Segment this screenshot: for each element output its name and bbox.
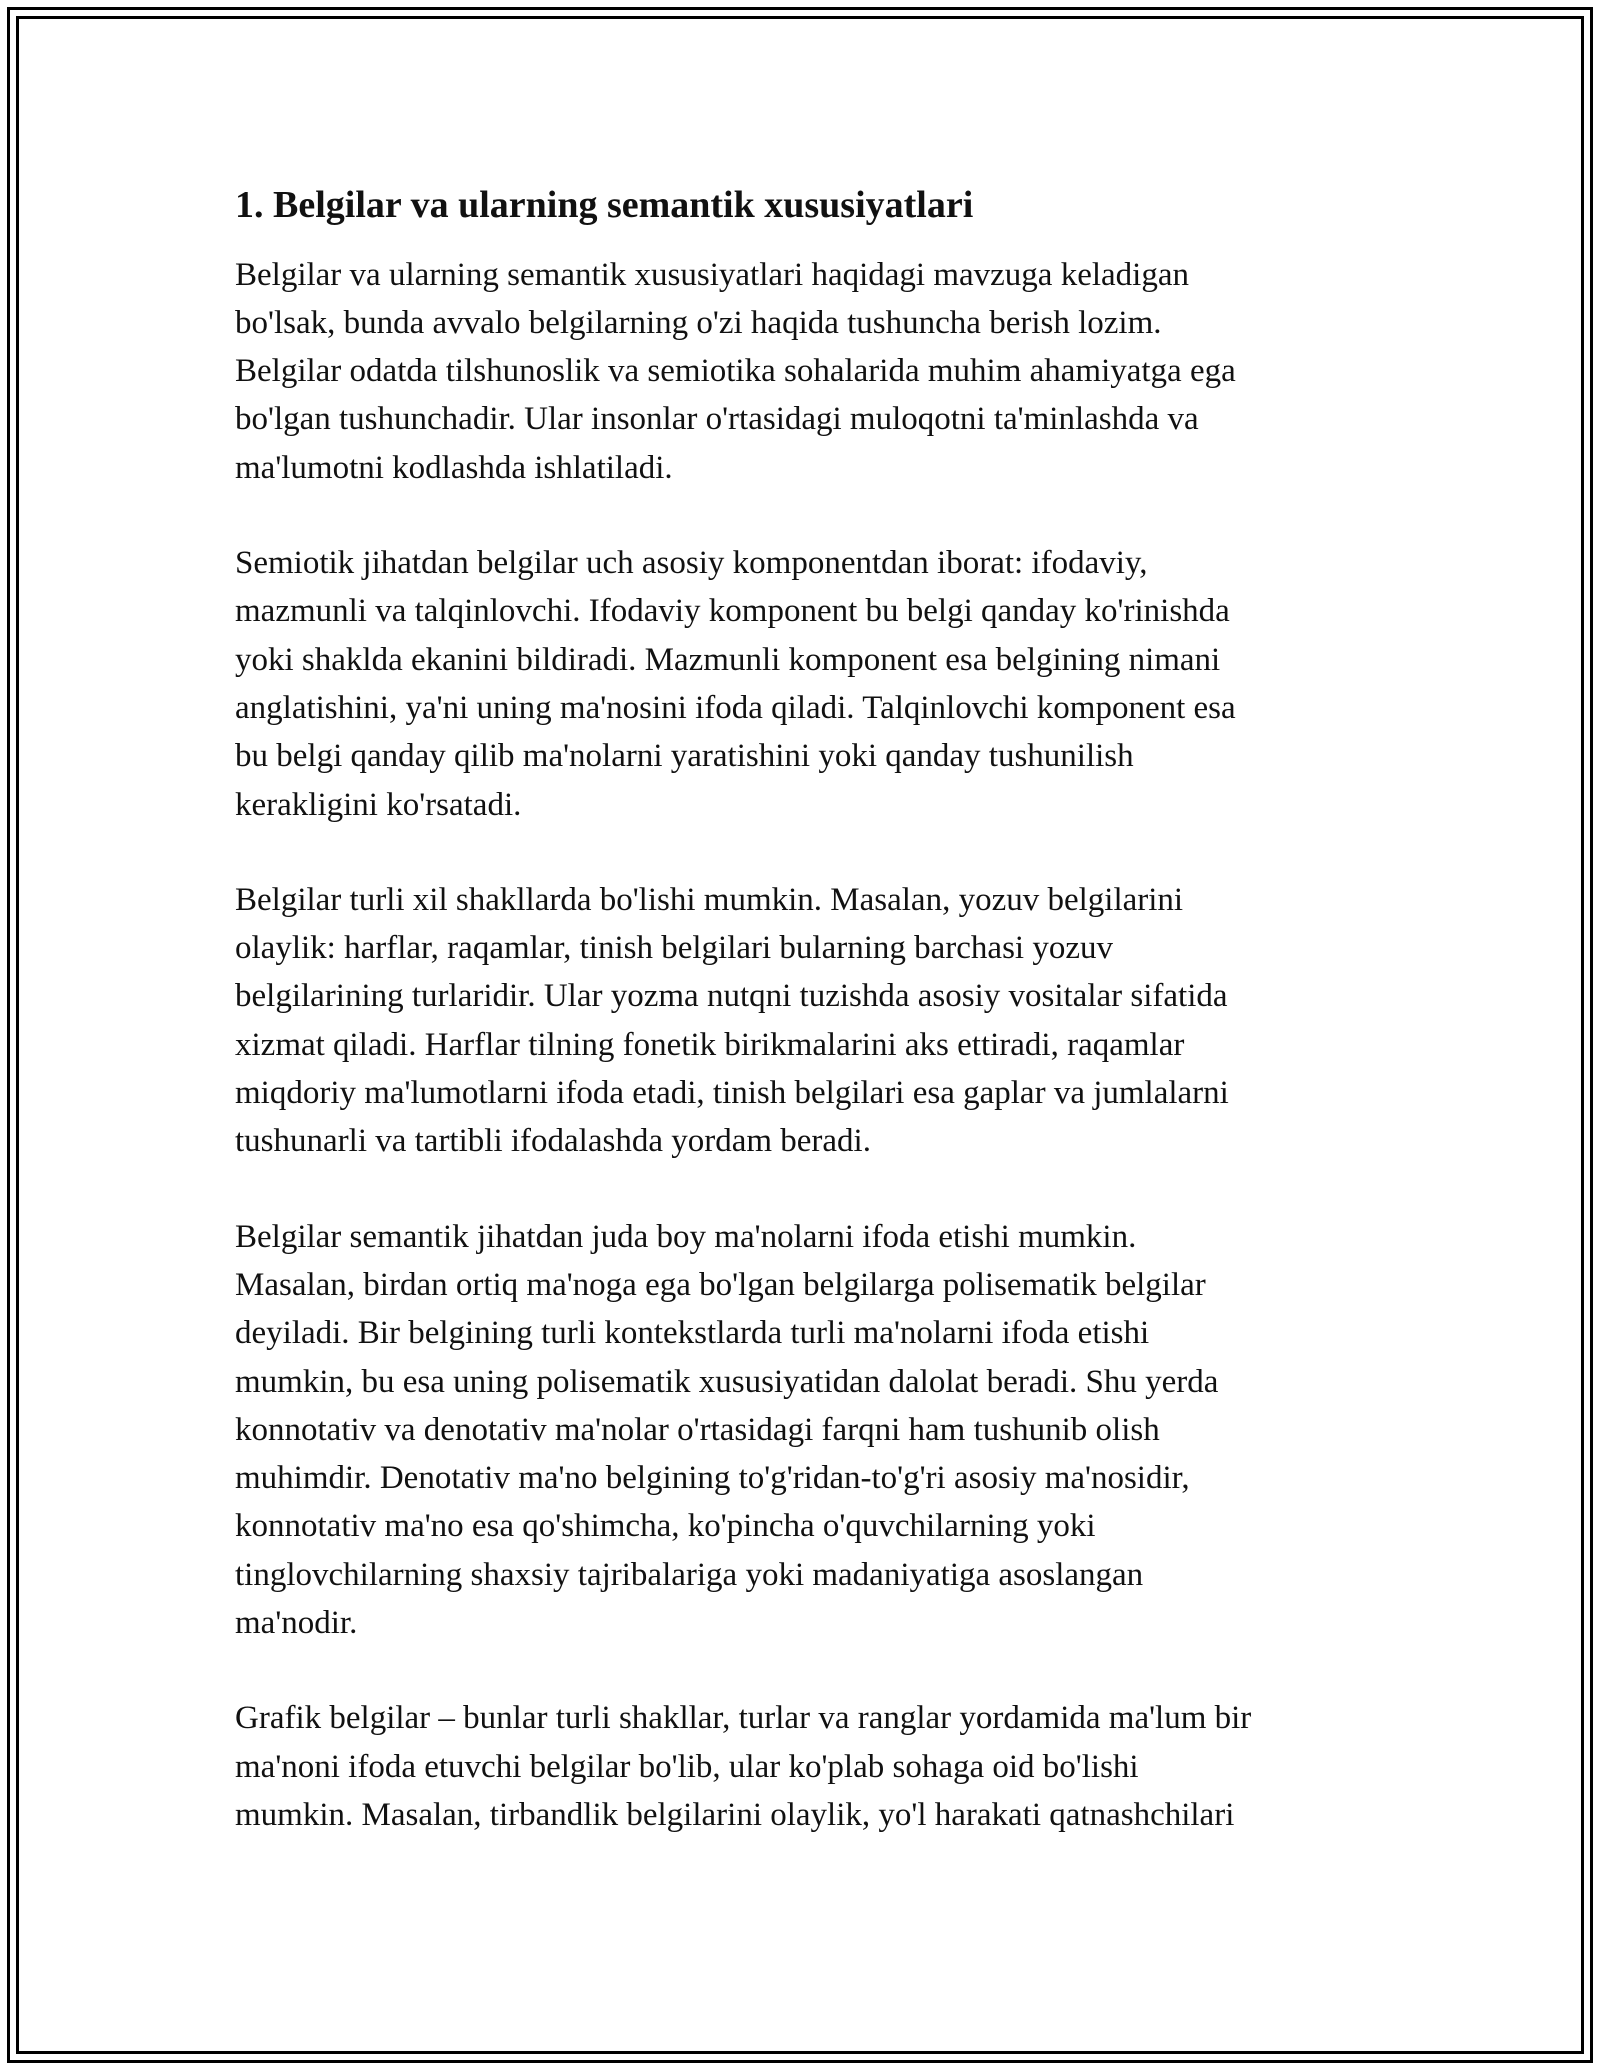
section-heading: 1. Belgilar va ularning semantik xususiyatlari	[235, 184, 974, 226]
text-line: muhimdir. Denotativ ma'no belgining to'g'ridan-to'g'ri asosiy ma'nosidir,	[235, 1460, 1190, 1497]
document-body	[235, 183, 1375, 1886]
text-line: konnotativ va denotativ ma'nolar o'rtasidagi farqni ham tushunib olish	[235, 1411, 1160, 1448]
text-line: yoki shaklda ekanini bildiradi. Mazmunli komponent esa belgining nimani	[235, 641, 1221, 678]
text-line: ma'noni ifoda etuvchi belgilar bo'lib, ular ko'plab sohaga oid bo'lishi	[235, 1748, 1139, 1785]
text-line: Belgilar odatda tilshunoslik va semiotika sohalarida muhim ahamiyatga ega	[235, 353, 1236, 390]
text-line: Belgilar va ularning semantik xususiyatlari haqidagi mavzuga keladigan	[235, 256, 1189, 293]
text-line: mumkin. Masalan, tirbandlik belgilarini olaylik, yo'l harakati qatnashchilari	[235, 1796, 1235, 1833]
text-line: mazmunli va talqinlovchi. Ifodaviy komponent bu belgi qanday ko'rinishda	[235, 593, 1230, 630]
text-line: ma'nodir.	[235, 1605, 358, 1642]
text-line: ma'lumotni kodlashda ishlatiladi.	[235, 449, 673, 486]
text-line: mumkin, bu esa uning polisematik xususiyatidan dalolat beradi. Shu yerda	[235, 1363, 1219, 1400]
paragraph-5	[235, 1694, 1375, 1839]
paragraph-2	[235, 539, 1375, 829]
text-line: konnotativ ma'no esa qo'shimcha, ko'pincha o'quvchilarning yoki	[235, 1508, 1096, 1545]
text-line: deyiladi. Bir belgining turli kontekstlarda turli ma'nolarni ifoda etishi	[235, 1315, 1150, 1352]
text-line: bo'lgan tushunchadir. Ular insonlar o'rtasidagi muloqotni ta'minlashda va	[235, 401, 1199, 438]
paragraph-1	[235, 251, 1375, 492]
text-line: bo'lsak, bunda avvalo belgilarning o'zi haqida tushuncha berish lozim.	[235, 304, 1162, 341]
text-line: belgilarining turlaridir. Ular yozma nutqni tuzishda asosiy vositalar sifatida	[235, 978, 1228, 1015]
text-line: kerakligini ko'rsatadi.	[235, 786, 522, 823]
text-line: Grafik belgilar – bunlar turli shakllar, turlar va ranglar yordamida ma'lum bir	[235, 1700, 1252, 1737]
text-line: miqdoriy ma'lumotlarni ifoda etadi, tinish belgilari esa gaplar va jumlalarni	[235, 1075, 1229, 1112]
paragraph-3	[235, 876, 1375, 1166]
text-line: olaylik: harflar, raqamlar, tinish belgilari bularning barchasi yozuv	[235, 930, 1113, 967]
text-line: anglatishini, ya'ni uning ma'nosini ifoda qiladi. Talqinlovchi komponent esa	[235, 689, 1236, 726]
text-line: xizmat qiladi. Harflar tilning fonetik birikmalarini aks ettiradi, raqamlar	[235, 1026, 1185, 1063]
text-line: bu belgi qanday qilib ma'nolarni yaratishini yoki qanday tushunilish	[235, 738, 1134, 775]
paragraph-4	[235, 1213, 1375, 1648]
text-line: tushunarli va tartibli ifodalashda yordam beradi.	[235, 1123, 871, 1160]
text-line: Belgilar semantik jihatdan juda boy ma'nolarni ifoda etishi mumkin.	[235, 1218, 1137, 1255]
text-line: Belgilar turli xil shakllarda bo'lishi mumkin. Masalan, yozuv belgilarini	[235, 881, 1184, 918]
text-line: Masalan, birdan ortiq ma'noga ega bo'lgan belgilarga polisematik belgilar	[235, 1266, 1206, 1303]
text-line: Semiotik jihatdan belgilar uch asosiy komponentdan iborat: ifodaviy,	[235, 545, 1148, 582]
text-line: tinglovchilarning shaxsiy tajribalariga yoki madaniyatiga asoslangan	[235, 1556, 1144, 1593]
